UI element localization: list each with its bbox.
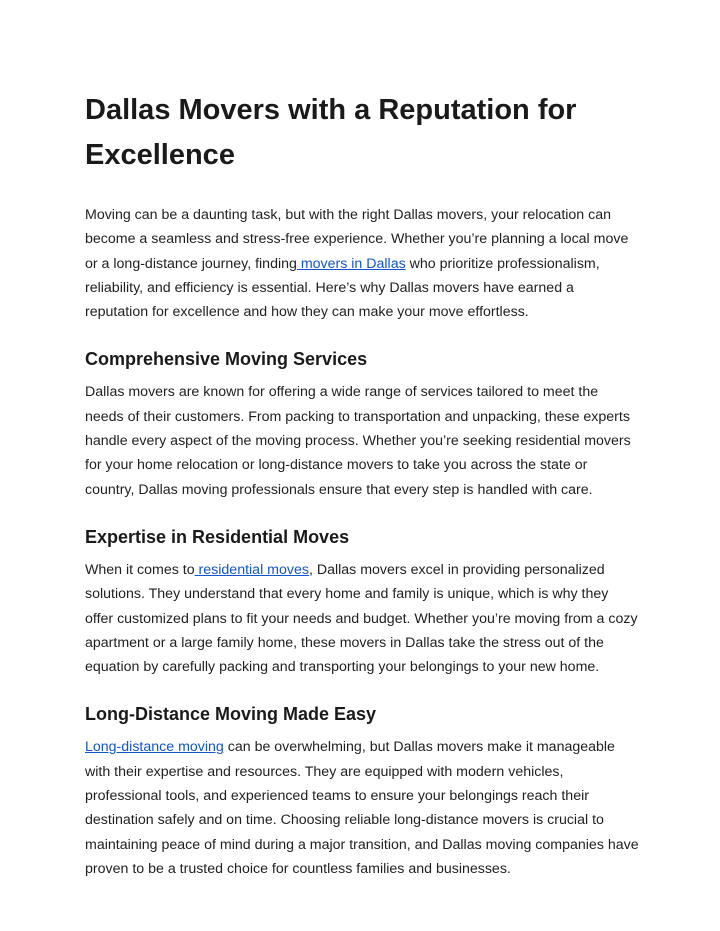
heading-expertise-residential-moves: Expertise in Residential Moves (85, 526, 350, 547)
long-distance-paragraph (85, 735, 640, 881)
comprehensive-services-paragraph: Dallas movers are known for offering a wide range of services tailored to meet the needs of their customers. From packing to transportation and unpacking, these experts handle every aspect of the moving process. Whether you’re seeking residential movers for your home relocation or long-distance movers to take you across the state or country, Dallas moving professionals ensure that every step is handled with care. (85, 384, 631, 498)
intro-text-end: who prioritize professionalism, reliability, and efficiency is essential. Here’s why Dallas movers have earned a reputation for excellence and how they can make your move effortless. (85, 255, 600, 321)
long-distance-moving-link[interactable]: Long-distance moving (85, 739, 224, 756)
residential-text-start: When it comes to (85, 561, 195, 578)
intro-text-start: Moving can be a daunting task, but with the right Dallas movers, your relocation can become a seamless and stress-free experience. Whether you’re planning a local move or a long-distance journey, finding (85, 207, 629, 272)
residential-moves-link[interactable]: residential moves (194, 561, 309, 578)
page-title: Dallas Movers with a Reputation for Excellence (85, 94, 577, 171)
residential-moves-paragraph (85, 558, 640, 679)
heading-comprehensive-moving-services: Comprehensive Moving Services (85, 349, 368, 370)
intro-paragraph (85, 203, 640, 324)
document-page (85, 88, 640, 881)
residential-text-end: , Dallas movers excel in providing personalized solutions. They understand that every home and family is unique, which is why they offer customized plans to fit your needs and budget. Whether you’re moving from a cozy apartment or a large family home, these movers in Dallas take the stress out of the equation by carefully packing and transporting your belongings to your new home. (85, 561, 638, 676)
heading-long-distance-moving: Long-Distance Moving Made Easy (85, 704, 377, 725)
long-distance-text: can be overwhelming, but Dallas movers make it manageable with their expertise and resources. They are equipped with modern vehicles, professional tools, and experienced teams to ensure your belongings reach their destination safely and on time. Choosing reliable long-distance movers is crucial to maintaining peace of mind during a major transition, and Dallas moving companies have proven to be a trusted choice for countless families and businesses. (85, 739, 639, 877)
movers-in-dallas-link[interactable]: movers in Dallas (296, 255, 406, 272)
